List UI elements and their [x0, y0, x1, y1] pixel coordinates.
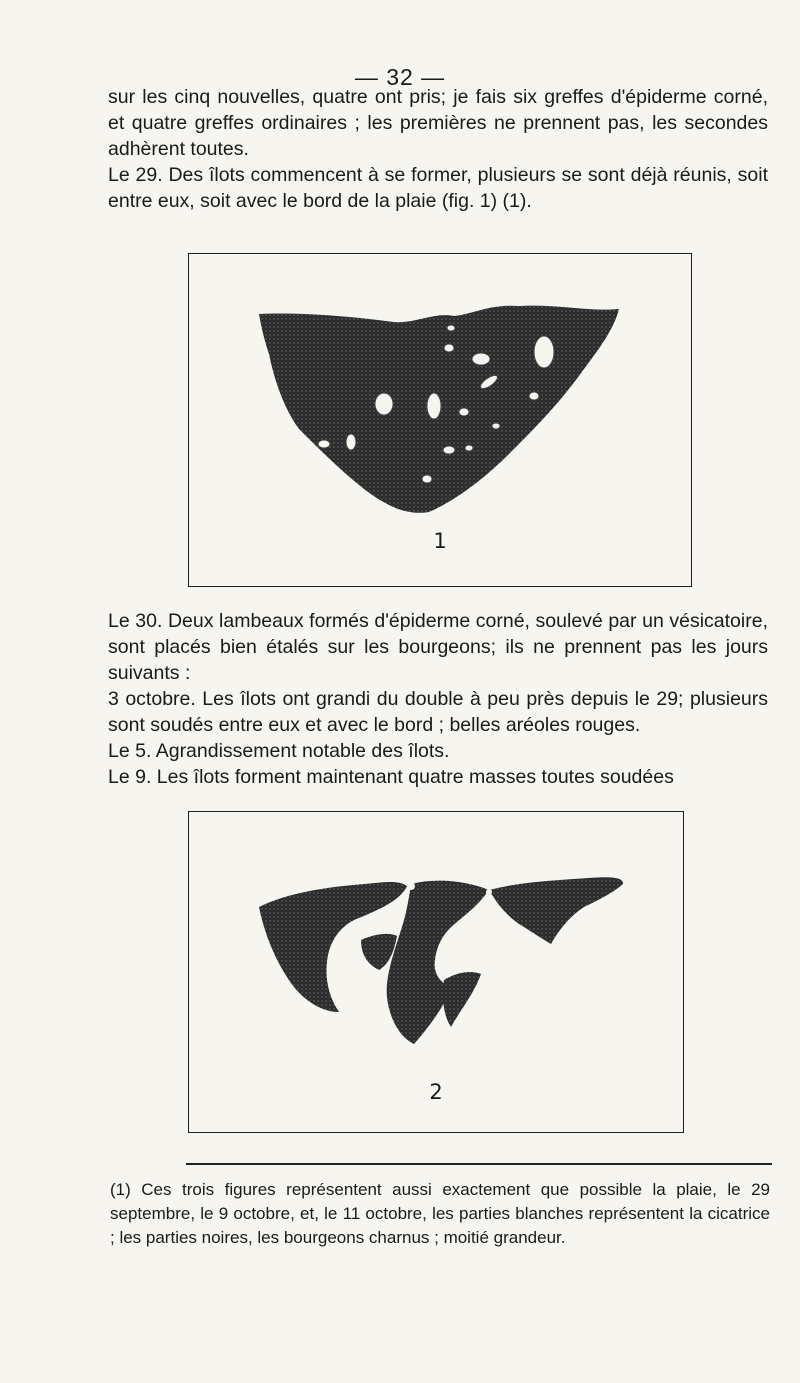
footnote — [110, 1178, 770, 1250]
paragraph: sur les cinq nouvelles, quatre ont pris; je fais six greffes d'épiderme corné, et quatre greffes ordinaires ; les premières ne prennent pas, les secondes adhèrent toutes. — [108, 86, 768, 160]
paragraph: Le 5. Agrandissement notable des îlots. — [108, 740, 450, 762]
figure-1 — [188, 253, 692, 587]
footnote-rule — [186, 1163, 772, 1165]
wound-masses — [259, 877, 623, 1044]
page-number: — 32 — — [354, 64, 446, 90]
paragraph: Le 9. Les îlots forment maintenant quatre masses toutes soudées — [108, 766, 674, 788]
footnote-text: (1) Ces trois figures représentent aussi exactement que possible la plaie, le 29 septembre, le 9 octobre, et, le 11 octobre, les parties blanches représentent la cicatrice ; les parties noires, les bourgeons charnus ; moitié grandeur. — [110, 1180, 770, 1247]
figure-label: 1 — [433, 529, 447, 553]
paragraph: 3 octobre. Les îlots ont grandi du double à peu près depuis le 29; plusieurs sont soudés entre eux et avec le bord ; belles aréoles rouges. — [108, 688, 768, 736]
paragraph: Le 30. Deux lambeaux formés d'épiderme corné, soulevé par un vésicatoire, sont placés bien étalés sur les bourgeons; ils ne prennent pas les jours suivants : — [108, 610, 768, 684]
figure-label: 2 — [429, 1080, 443, 1104]
figure-2 — [188, 811, 684, 1133]
body-text-top — [108, 84, 768, 214]
wound-illustration-1 — [189, 254, 691, 524]
paragraph: Le 29. Des îlots commencent à se former, plusieurs se sont déjà réunis, soit entre eux, soit avec le bord de la plaie (fig. 1) (1). — [108, 164, 768, 212]
wound-illustration-2 — [189, 812, 683, 1072]
body-text-middle — [108, 608, 768, 790]
